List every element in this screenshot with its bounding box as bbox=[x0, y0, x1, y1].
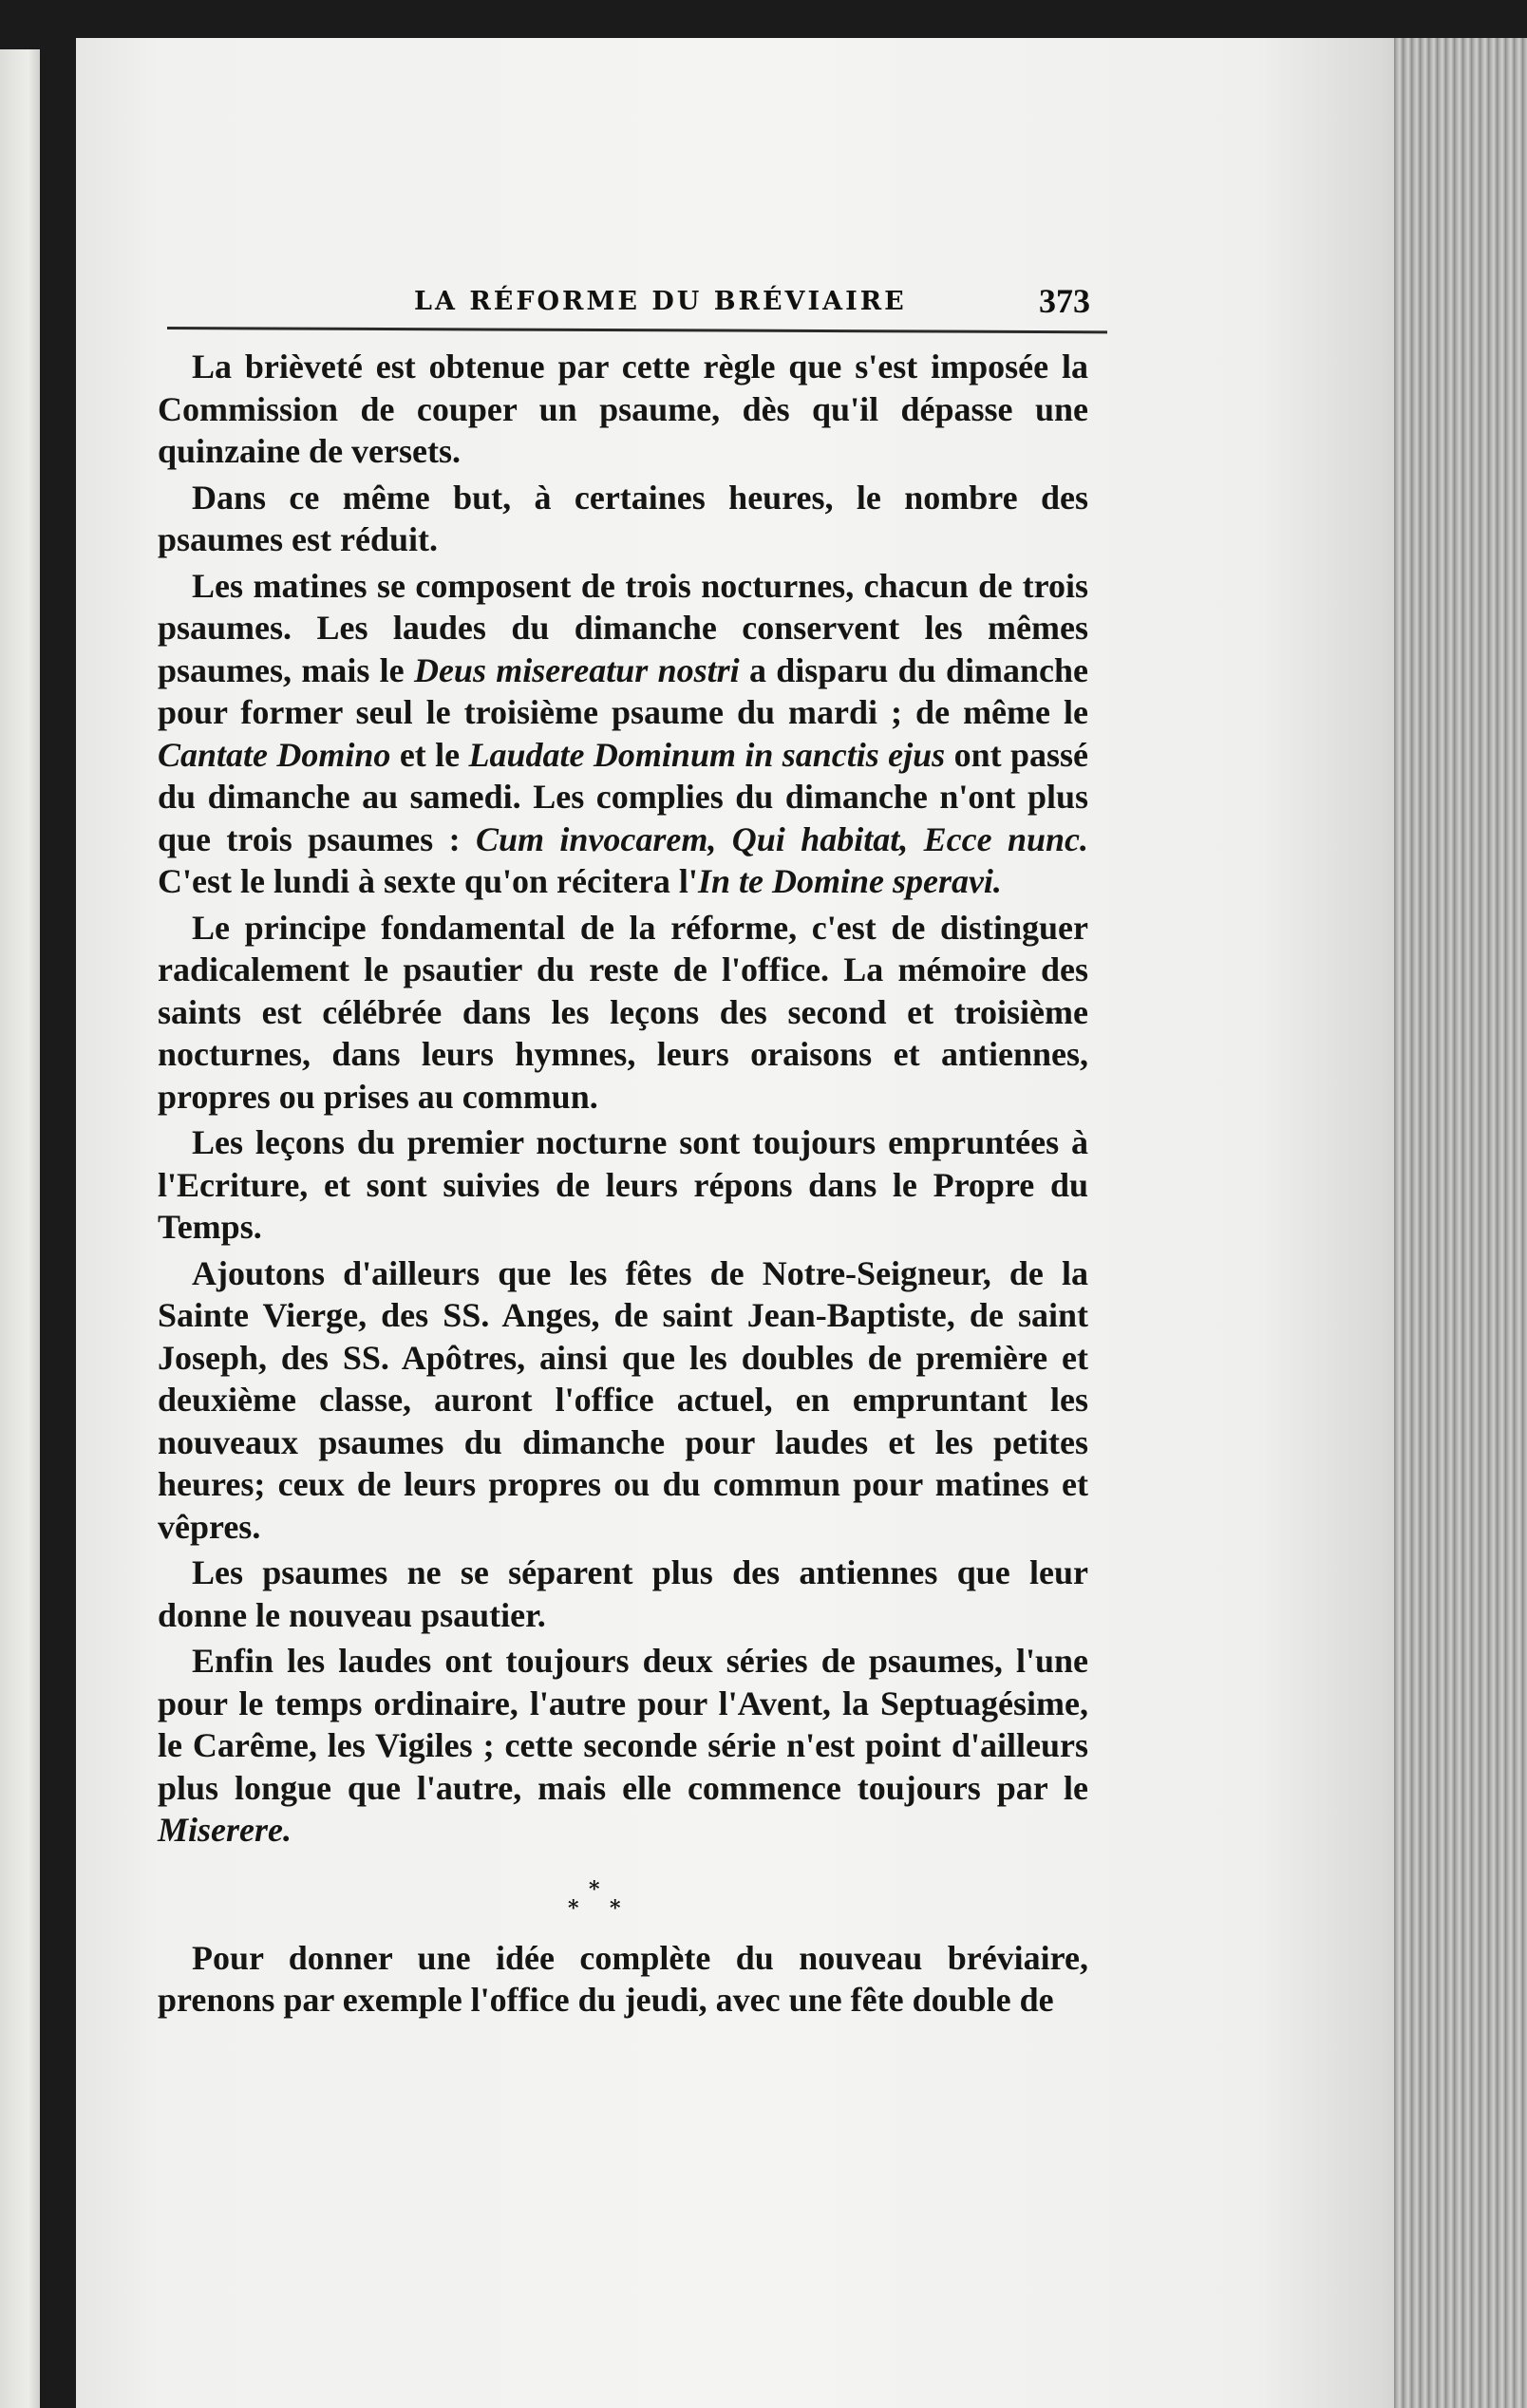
text-run: Les psaumes ne se séparent plus des antiennes que leur donne le nouveau psautier. bbox=[158, 1553, 1088, 1634]
italic-text: Miserere. bbox=[158, 1811, 292, 1849]
paragraph bbox=[158, 1252, 1088, 1549]
paragraph bbox=[158, 1640, 1088, 1852]
paragraph bbox=[158, 346, 1088, 473]
italic-text: Laudate Dominum in sanctis ejus bbox=[468, 735, 946, 774]
asterism-star: * bbox=[568, 1895, 579, 1921]
text-run: Les leçons du premier nocturne sont toujours empruntées à l'Ecriture, et sont suivies de leurs répons dans le Propre du Temps. bbox=[158, 1123, 1088, 1246]
italic-text: In te Domine speravi. bbox=[697, 862, 1002, 900]
text-run: a disparu du dimanche pour former seul le troisième psaume du mardi ; de même le bbox=[158, 650, 1089, 731]
asterism-star: * bbox=[610, 1895, 621, 1921]
text-run: Le principe fondamental de la réforme, c'est de distinguer radicalement le psautier du reste de l'office. La mémoire des saints est célébrée dans les leçons des second et troisième nocturnes, dans leurs hymnes, leurs oraisons et antiennes, propres ou prises au commun. bbox=[158, 908, 1088, 1116]
paragraph bbox=[158, 907, 1088, 1119]
page-fore-edge bbox=[1394, 38, 1527, 2408]
text-run: La brièveté est obtenue par cette règle que s'est imposée la Commission de couper un psaume, dès qu'il dépasse une quinzaine de versets. bbox=[158, 348, 1088, 470]
text-run: Ajoutons d'ailleurs que les fêtes de Notre-Seigneur, de la Sainte Vierge, des SS. Anges, de saint Jean-Baptiste, de saint Joseph, des SS. Apôtres, ainsi que les doubles de première et deuxième classe, auront l'office actuel, en empruntant les nouveaux psaumes du dimanche pour laudes et les petites heures; ceux de leurs propres ou du commun pour matines et vêpres. bbox=[158, 1253, 1088, 1546]
previous-page-edge bbox=[0, 49, 40, 2408]
text-run: et le bbox=[390, 735, 469, 774]
paragraph-list bbox=[158, 346, 1088, 1852]
paragraph bbox=[158, 1552, 1088, 1636]
text-run: Les matines se composent de trois nocturnes, chacun de trois psaumes. Les laudes du dimanche conservent les mêmes psaumes, mais le bbox=[158, 566, 1088, 689]
italic-text: Cantate Domino bbox=[158, 735, 391, 774]
paragraph bbox=[158, 1121, 1088, 1249]
italic-text: Deus misereatur nostri bbox=[413, 650, 740, 689]
text-run: C'est le lundi à sexte qu'on récitera l' bbox=[158, 862, 698, 900]
asterism-star: * bbox=[589, 1876, 600, 1902]
paragraph bbox=[158, 477, 1088, 561]
italic-text: Cum invocarem, Qui habitat, Ecce nunc. bbox=[475, 819, 1089, 858]
text-run: Enfin les laudes ont toujours deux séries de psaumes, l'une pour le temps ordinaire, l'autre pour l'Avent, la Septuagésime, le Carême, les Vigiles ; cette seconde série n'est point d'ailleurs plus longue que l'autre, mais elle commence toujours par le bbox=[158, 1642, 1088, 1807]
body-text bbox=[158, 346, 1088, 2025]
closing-paragraph: Pour donner une idée complète du nouveau bréviaire, prenons par exemple l'office du jeudi, avec une fête double de bbox=[158, 1938, 1088, 2019]
running-title: LA RÉFORME DU BRÉVIAIRE bbox=[414, 287, 907, 316]
text-run: Dans ce même but, à certaines heures, le nombre des psaumes est réduit. bbox=[158, 478, 1088, 558]
page-header bbox=[167, 281, 1107, 329]
asterism bbox=[158, 1869, 1088, 1924]
paragraph bbox=[158, 565, 1088, 903]
text-run: ont passé du dimanche au samedi. Les complies du dimanche n'ont plus que trois psaumes : bbox=[158, 735, 1089, 858]
page-number: 373 bbox=[1039, 282, 1090, 320]
